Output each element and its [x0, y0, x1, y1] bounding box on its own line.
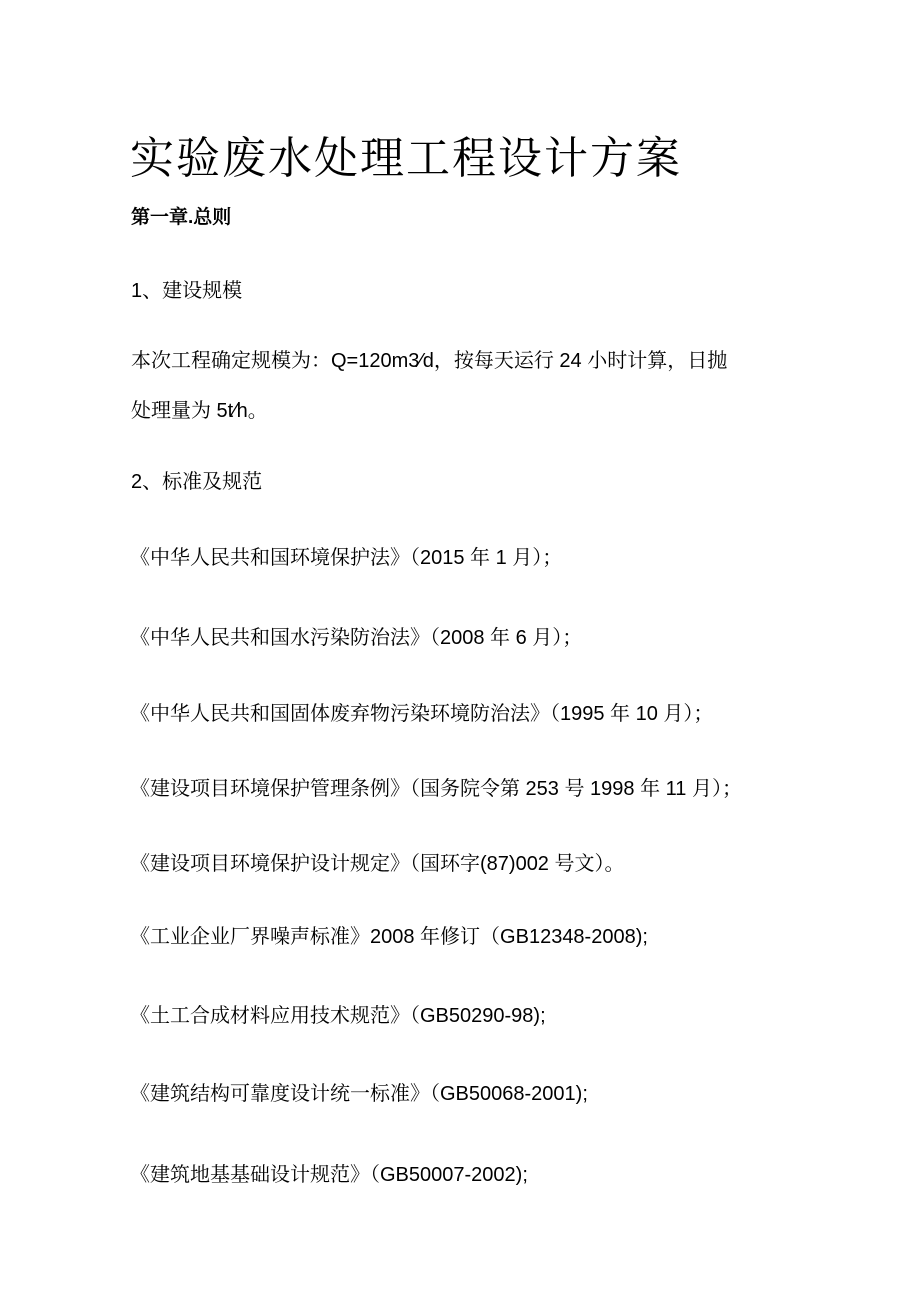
standard-item: 《工业企业厂界噪声标准》2008 年修订（GB12348-2008);	[130, 926, 648, 948]
section-heading-scale: 1、建设规模	[131, 280, 243, 302]
standard-item: 《建筑结构可靠度设计统一标准》（GB50068-2001);	[130, 1083, 588, 1105]
standard-item: 《建筑地基基础设计规范》（GB50007-2002);	[130, 1164, 528, 1186]
scale-paragraph-line-2: 处理量为 5t⁄h。	[131, 400, 268, 422]
scale-paragraph-line-1: 本次工程确定规模为：Q=120m3⁄d，按每天运行 24 小时计算，日抛	[131, 350, 728, 372]
chapter-heading: 第一章.总则	[131, 207, 232, 228]
standard-item: 《中华人民共和国固体废弃物污染环境防治法》（1995 年 10 月）；	[130, 703, 714, 725]
standard-item: 《中华人民共和国环境保护法》（2015 年 1 月）；	[130, 547, 563, 569]
standard-item: 《建设项目环境保护设计规定》（国环字(87)002 号文）。	[130, 853, 625, 875]
document-title: 实验废水处理工程设计方案	[130, 133, 682, 184]
standard-item: 《建设项目环境保护管理条例》（国务院令第 253 号 1998 年 11 月）；	[130, 778, 742, 800]
section-heading-standards: 2、标准及规范	[131, 471, 263, 493]
standard-item: 《中华人民共和国水污染防治法》（2008 年 6 月）；	[130, 627, 583, 649]
standard-item: 《土工合成材料应用技术规范》（GB50290-98);	[130, 1005, 546, 1027]
